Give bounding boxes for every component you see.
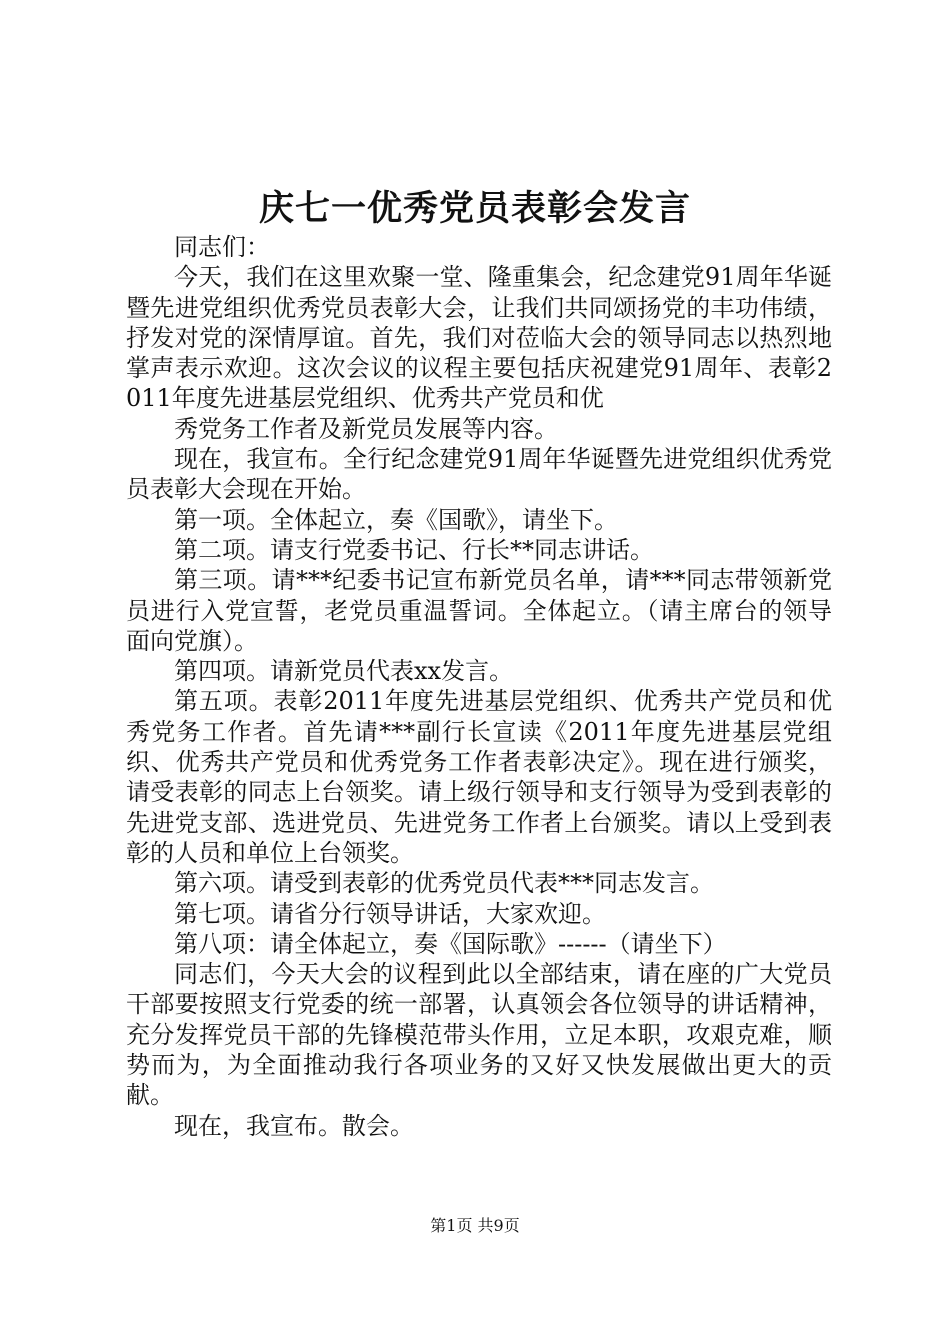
- paragraph-item-6: 第六项。请受到表彰的优秀党员代表***同志发言。: [174, 869, 714, 898]
- paragraph-adjourn: 现在，我宣布。散会。: [174, 1111, 414, 1140]
- paragraph-item-7: 第七项。请省分行领导讲话，大家欢迎。: [174, 899, 606, 928]
- page-number-footer: 第1页 共9页: [430, 1216, 520, 1235]
- paragraph-opening: 今天，我们在这里欢聚一堂、隆重集会，纪念建党91周年华诞暨先进党组织优秀党员表彰大会，让我们共同颂扬党的丰功伟绩，抒发对党的深情厚谊。首先，我们对莅临大会的领导同志以热烈地掌声表示欢迎。这次会议的议程主要包括庆祝建党91周年、表彰2011年度先进基层党组织、优秀共产党员和优: [126, 263, 832, 413]
- paragraph-item-2: 第二项。请支行党委书记、行长**同志讲话。: [174, 535, 654, 564]
- paragraph-meeting-start: 现在，我宣布。全行纪念建党91周年华诞暨先进党组织优秀党员表彰大会现在开始。: [126, 445, 832, 504]
- paragraph-salutation: 同志们：: [174, 233, 270, 261]
- paragraph-item-1: 第一项。全体起立，奏《国歌》，请坐下。: [174, 505, 618, 534]
- document-title: 庆七一优秀党员表彰会发言: [258, 188, 691, 229]
- paragraph-item-8: 第八项：请全体起立，奏《国际歌》------（请坐下）: [174, 929, 727, 958]
- paragraph-agenda-continued: 秀党务工作者及新党员发展等内容。: [174, 414, 558, 443]
- paragraph-item-5: 第五项。表彰2011年度先进基层党组织、优秀共产党员和优秀党务工作者。首先请***副行长宣读《2011年度先进基层党组织、优秀共产党员和优秀党务工作者表彰决定》。现在进行颁奖，请受表彰的同志上台领奖。请上级行领导和支行领导为受到表彰的先进党支部、选进党员、先进党务工作者上台颁奖。请以上受到表彰的人员和单位上台领奖。: [126, 687, 832, 867]
- document-body: [126, 232, 832, 1141]
- paragraph-closing: 同志们，今天大会的议程到此以全部结束，请在座的广大党员干部要按照支行党委的统一部署，认真领会各位领导的讲话精神，充分发挥党员干部的先锋模范带头作用，立足本职，攻艰克难，顺势而为，为全面推动我行各项业务的又好又快发展做出更大的贡献。: [126, 960, 832, 1110]
- paragraph-item-3: 第三项。请***纪委书记宣布新党员名单，请***同志带领新党员进行入党宣誓，老党员重温誓词。全体起立。（请主席台的领导面向党旗）。: [126, 566, 832, 655]
- paragraph-item-4: 第四项。请新党员代表xx发言。: [174, 657, 514, 686]
